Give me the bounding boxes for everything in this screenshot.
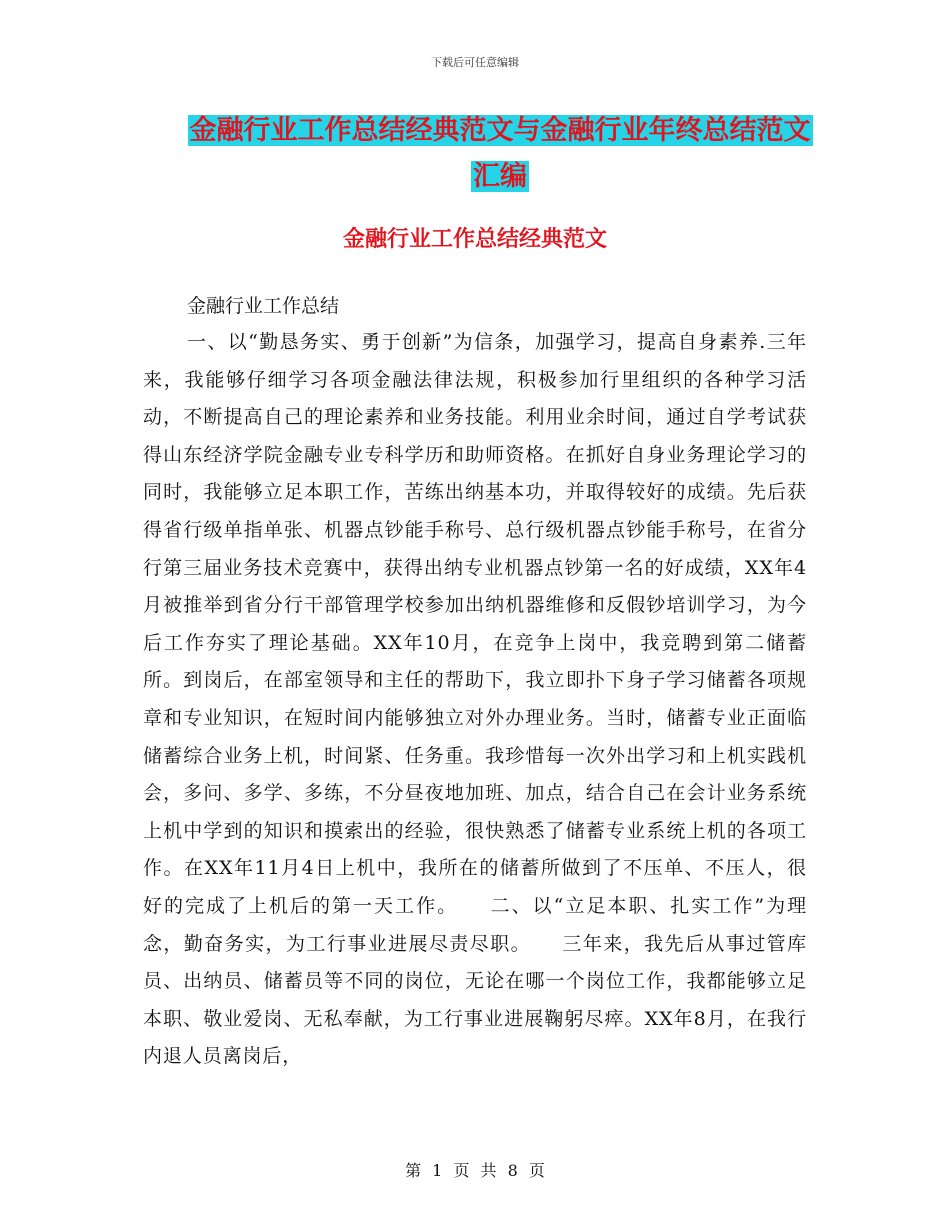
document-title-line-1: 金融行业工作总结经典范文与金融行业年终总结范文 (189, 115, 811, 146)
document-title (185, 108, 815, 200)
page-number-footer: 第 1 页 共 8 页 (405, 1161, 545, 1180)
header-note: 下载后可任意编辑 (431, 56, 519, 69)
sub-heading: 金融行业工作总结 (187, 295, 340, 317)
document-title-line-2: 汇编 (473, 161, 527, 192)
section-title: 金融行业工作总结经典范文 (342, 226, 607, 252)
body-paragraph: 一、以“勤恳务实、勇于创新”为信条，加强学习，提高自身素养.三年来，我能够仔细学习各项金融法律法规，积极参加行里组织的各种学习活动，不断提高自己的理论素养和业务技能。利用业余时间，通过自学考试获得山东经济学院金融专业专科学历和助师资格。在抓好自身业务理论学习的同时，我能够立足本职工作，苦练出纳基本功，并取得较好的成绩。先后获得省行级单指单张、机器点钞能手称号、总行级机器点钞能手称号，在省分行第三届业务技术竞赛中，获得出纳专业机器点钞第一名的好成绩，XX年4月被推举到省分行干部管理学校参加出纳机器维修和反假钞培训学习，为今后工作夯实了理论基础。XX年10月，在竞争上岗中，我竞聘到第二储蓄所。到岗后，在部室领导和主任的帮助下，我立即扑下身子学习储蓄各项规章和专业知识，在短时间内能够独立对外办理业务。当时，储蓄专业正面临储蓄综合业务上机，时间紧、任务重。我珍惜每一次外出学习和上机实践机会，多问、多学、多练，不分昼夜地加班、加点，结合自己在会计业务系统上机中学到的知识和摸索出的经验，很快熟悉了储蓄专业系统上机的各项工作。在XX年11月4日上机中，我所在的储蓄所做到了不压单、不压人，很好的完成了上机后的第一天工作。 二、以“立足本职、扎实工作”为理念，勤奋务实，为工行事业进展尽责尽职。 三年来，我先后从事过管库员、出纳员、储蓄员等不同的岗位，无论在哪一个岗位工作，我都能够立足本职、敬业爱岗、无私奉献，为工行事业进展鞠躬尽瘁。XX年8月，在我行内退人员离岗后， (143, 331, 807, 1068)
